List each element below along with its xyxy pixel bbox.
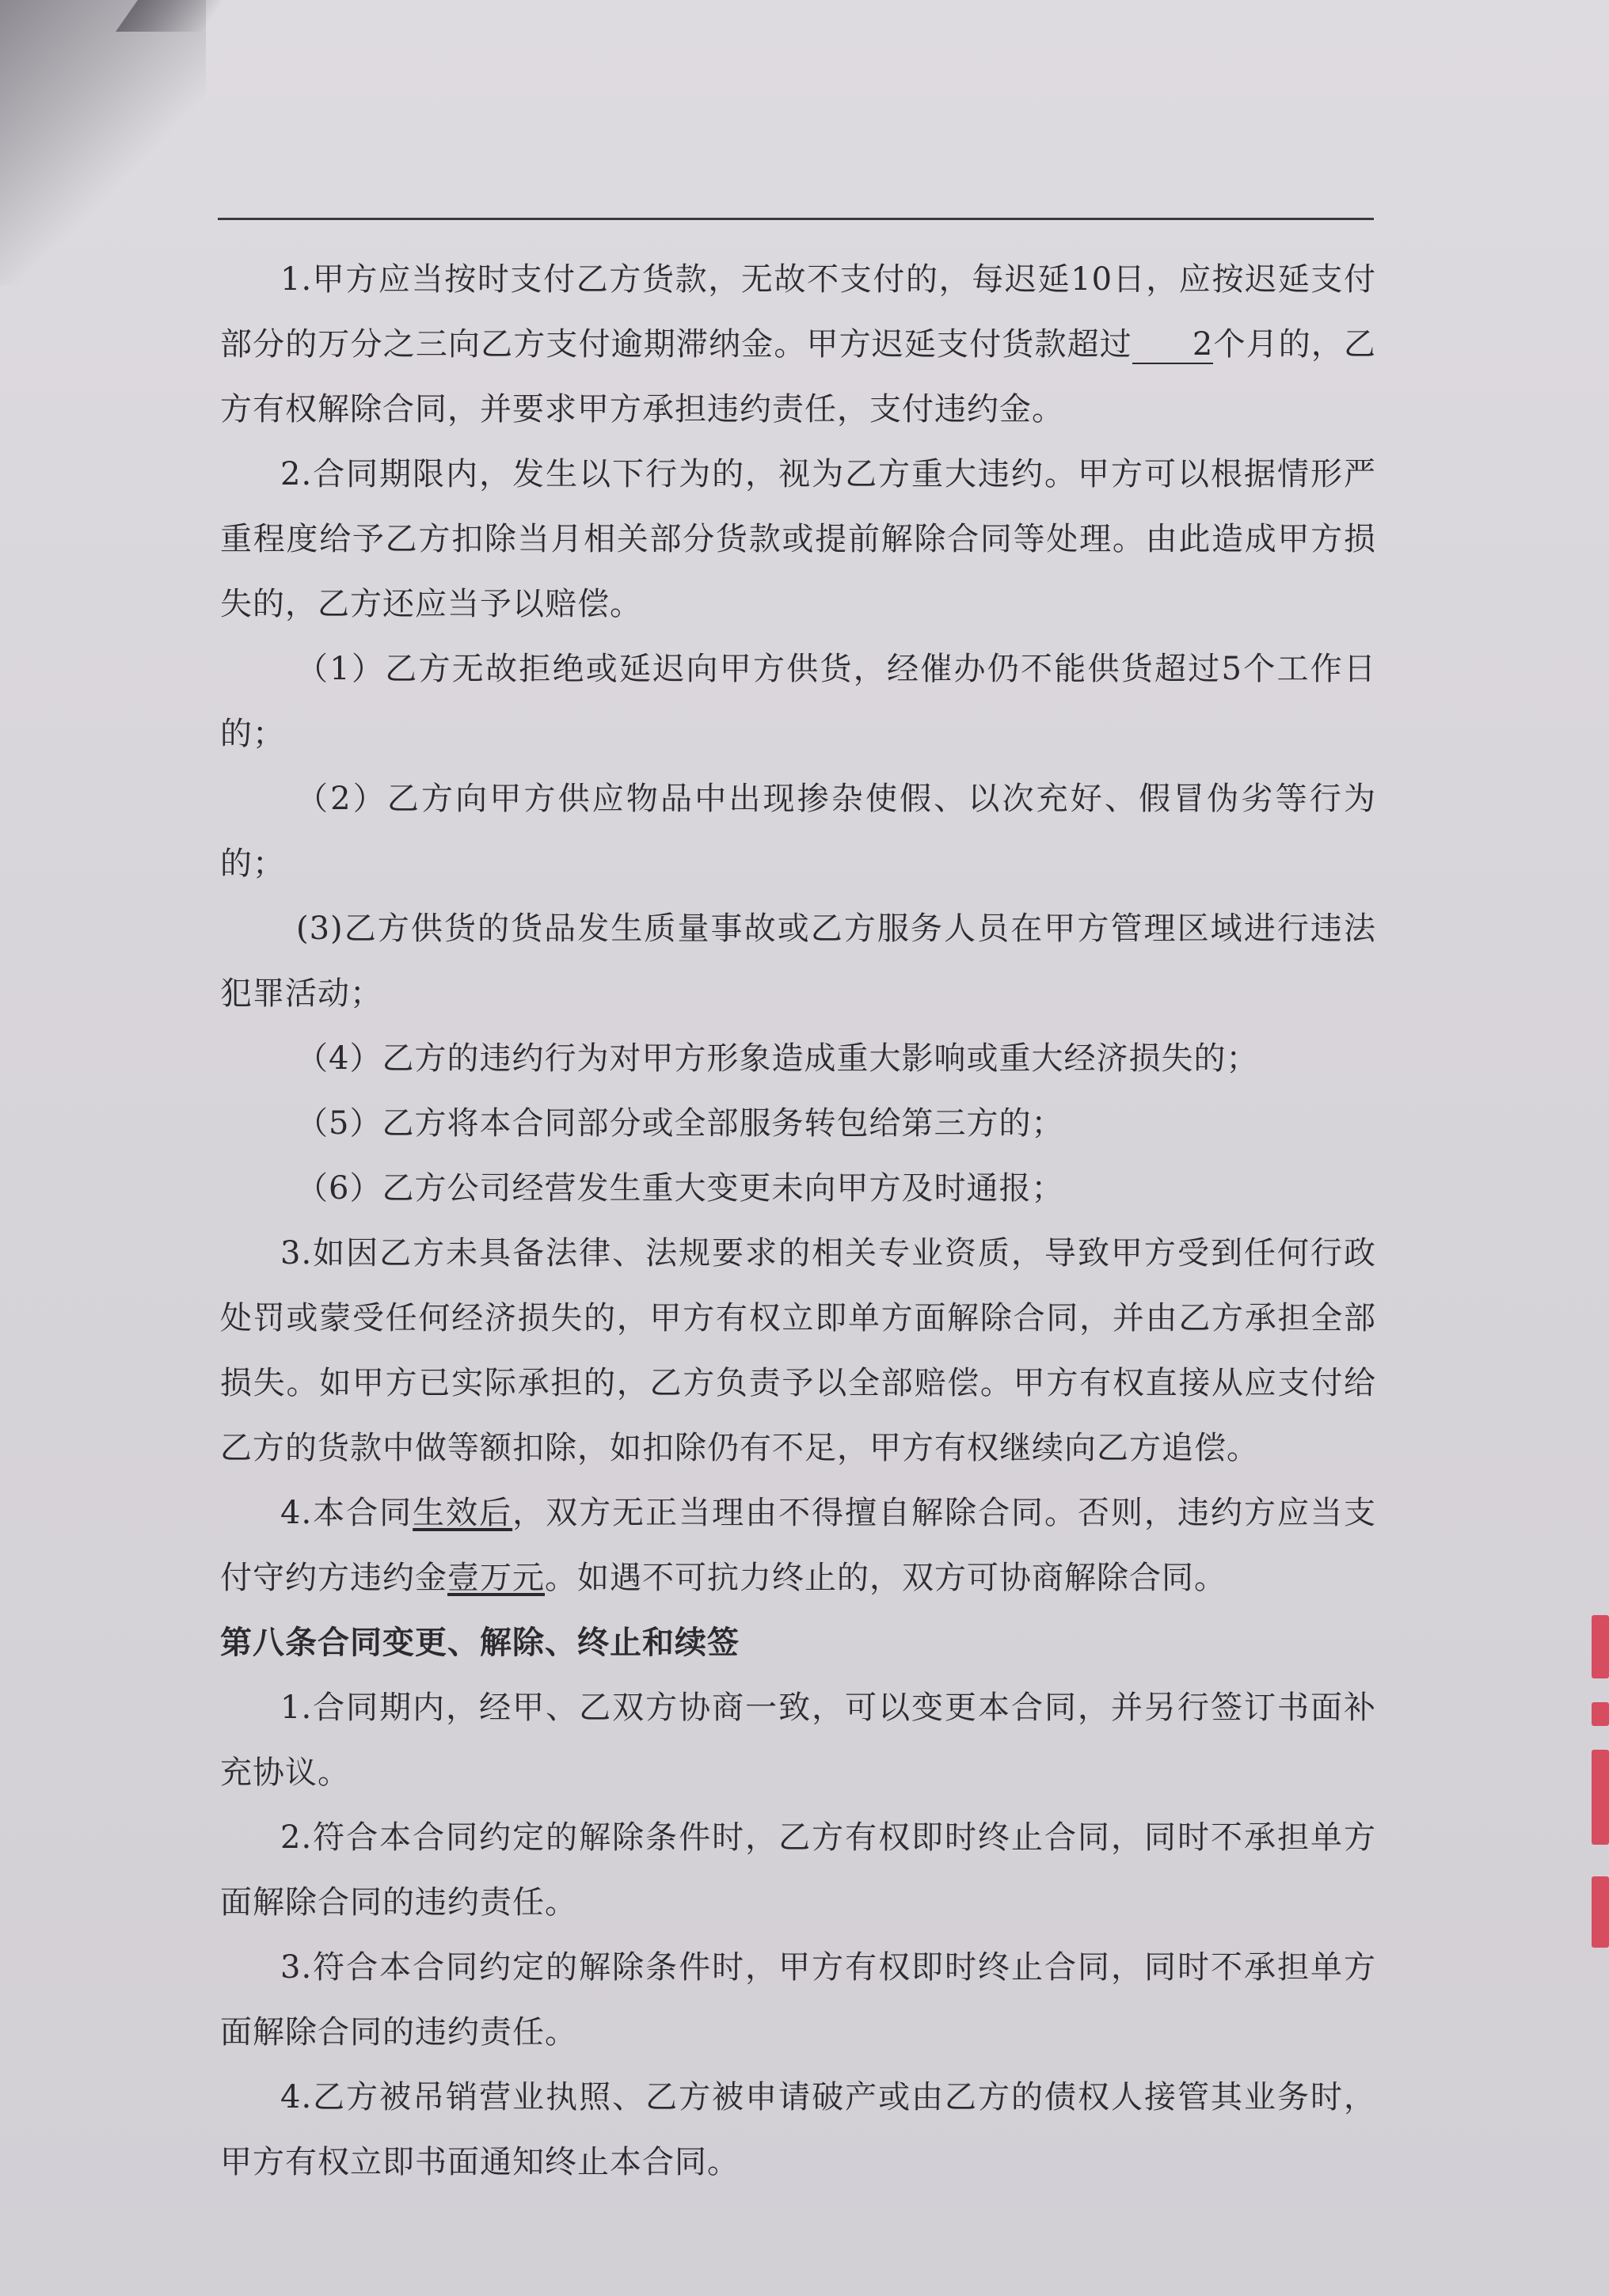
breach-item-1: （1）乙方无故拒绝或延迟向甲方供货，经催办仍不能供货超过5个工作日的； — [220, 651, 1376, 752]
clause-7-p4-text-c: 。如遇不可抗力终止的，双方可协商解除合同。 — [545, 1560, 1227, 1596]
clause-7-paragraph-4 — [220, 1481, 1376, 1610]
document-body — [220, 247, 1376, 2195]
article-8-heading: 第八条合同变更、解除、终止和续签 — [220, 1624, 740, 1661]
clause-7-paragraph-1 — [220, 247, 1376, 442]
breach-item-4: （4）乙方的违约行为对甲方形象造成重大影响或重大经济损失的； — [296, 1040, 1259, 1077]
red-seal-stamp-edge — [1577, 1615, 1609, 1963]
clause-7-p4-text-a: 4.本合同 — [280, 1495, 413, 1531]
breach-item-3: (3)乙方供货的货品发生质量事故或乙方服务人员在甲方管理区域进行违法犯罪活动； — [220, 910, 1376, 1012]
article-8-item-2: 2.符合本合同约定的解除条件时，乙方有权即时终止合同，同时不承担单方面解除合同的违约责任。 — [220, 1819, 1376, 1921]
breach-item-2: （2）乙方向甲方供应物品中出现掺杂使假、以次充好、假冒伪劣等行为的； — [220, 781, 1376, 882]
clause-7-p1-text-a: 1.甲方应当按时支付乙方货款，无故不支付的，每迟延10日，应按迟延支付部分的万分之三向乙方支付逾期滞纳金。甲方迟延支付货款超过 — [220, 261, 1376, 363]
article-8-item-3: 3.符合本合同约定的解除条件时，甲方有权即时终止合同，同时不承担单方面解除合同的违约责任。 — [220, 1949, 1376, 2051]
header-rule — [218, 218, 1374, 220]
clause-7-p4-text-b: ，双方无正当理由不得擅自解除合同。否则，违约方应当支付守约方违约金 — [220, 1495, 1377, 1596]
breach-item-5: （5）乙方将本合同部分或全部服务转包给第三方的； — [296, 1105, 1064, 1142]
breach-item-6: （6）乙方公司经营发生重大变更未向甲方及时通报； — [296, 1170, 1064, 1207]
folded-corner-shadow — [0, 0, 206, 285]
clause-7-paragraph-2: 2.合同期限内，发生以下行为的，视为乙方重大违约。甲方可以根据情形严重程度给予乙方扣除当月相关部分货款或提前解除合同等处理。由此造成甲方损失的，乙方还应当予以赔偿。 — [220, 456, 1376, 622]
penalty-amount-underlined: 壹万元 — [447, 1560, 545, 1596]
months-blank-field: 2 — [1132, 326, 1213, 364]
effective-term-underlined: 生效后 — [413, 1495, 513, 1531]
article-8-item-4: 4.乙方被吊销营业执照、乙方被申请破产或由乙方的债权人接管其业务时，甲方有权立即书面通知终止本合同。 — [220, 2079, 1376, 2180]
clause-7-paragraph-3: 3.如因乙方未具备法律、法规要求的相关专业资质，导致甲方受到任何行政处罚或蒙受任何经济损失的，甲方有权立即单方面解除合同，并由乙方承担全部损失。如甲方已实际承担的，乙方负责予以全部赔偿。甲方有权直接从应支付给乙方的货款中做等额扣除，如扣除仍有不足，甲方有权继续向乙方追偿。 — [220, 1235, 1376, 1466]
clause-7-p1-text-b: 个月的，乙方有权解除合同，并要求甲方承担违约责任，支付违约金。 — [220, 326, 1377, 428]
article-8-item-1: 1.合同期内，经甲、乙双方协商一致，可以变更本合同，并另行签订书面补充协议。 — [220, 1690, 1376, 1791]
